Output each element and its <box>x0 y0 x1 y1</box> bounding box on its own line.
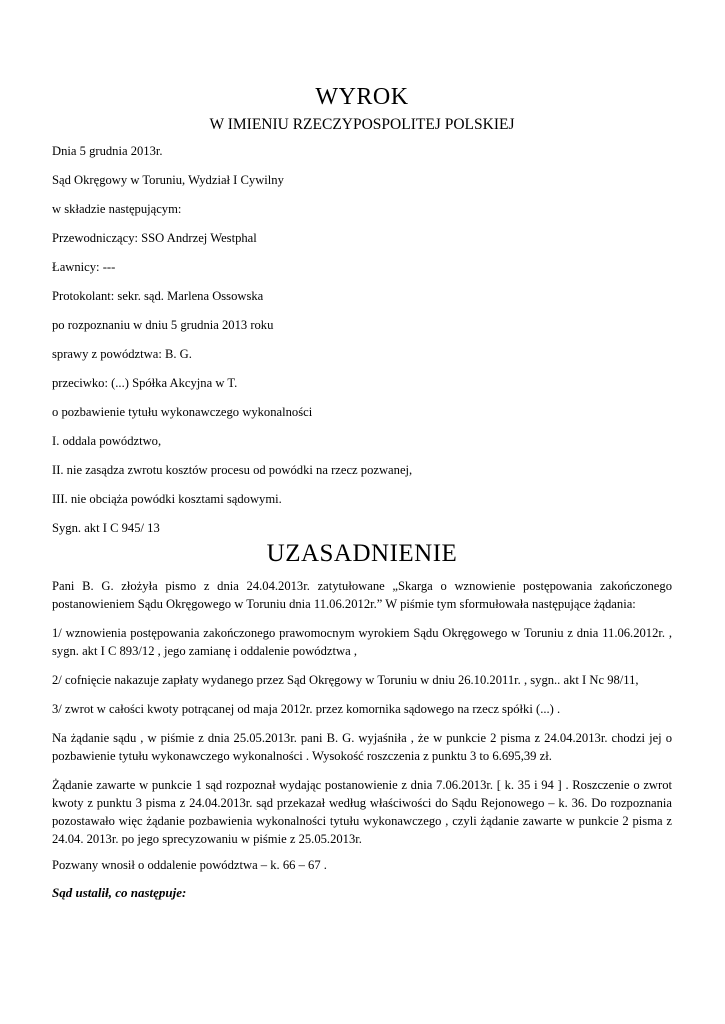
document-title: WYROK <box>315 84 409 110</box>
paragraph-4: 3/ zwrot w całości kwoty potrącanej od maja 2012r. przez komornika sądowego na rzecz spółki (...) . <box>52 702 561 716</box>
date-line: Dnia 5 grudnia 2013r. <box>52 144 163 158</box>
hearing-date-line: po rozpoznaniu w dniu 5 grudnia 2013 roku <box>52 318 274 332</box>
paragraph-6: Żądanie zawarte w punkcie 1 sąd rozpoznał wydając postanowienie z dnia 7.06.2013r. [ k. 35 i 94 ] . Roszczenie o zwrot kwoty z punktu 3 pisma z 24.04.2013r. sąd przekazał według właściwości do Sądu Rejonowego – k. 36. Do rozpoznania pozostawało więc żądanie pozbawienia wykonalności tytułu wykonawczego , czyli żądanie zawarte w punkcie 2 pisma z 24.04. 2013r. po jego sprecyzowaniu w piśmie z 25.05.2013r. <box>52 778 672 846</box>
ruling-point-1: I. oddala powództwo, <box>52 434 162 448</box>
section-heading: UZASADNIENIE <box>266 540 458 567</box>
presiding-judge-line: Przewodniczący: SSO Andrzej Westphal <box>52 231 257 245</box>
case-number-line: Sygn. akt I C 945/ 13 <box>52 521 160 535</box>
paragraph-2: 1/ wznowienia postępowania zakończonego prawomocnym wyrokiem Sądu Okręgowego w Toruniu z dnia 11.06.2012r. , sygn. akt I C 893/12 , jego zamianę i oddalenie powództwa , <box>52 626 672 658</box>
closing-heading: Sąd ustalił, co następuje: <box>52 885 187 900</box>
court-line: Sąd Okręgowy w Toruniu, Wydział I Cywilny <box>52 173 284 187</box>
paragraph-1: Pani B. G. złożyła pismo z dnia 24.04.2013r. zatytułowane „Skarga o wznowienie postępowania zakończonego postanowieniem Sądu Okręgowego w Toruniu dnia 11.06.2012r.” W piśmie tym sformułowała następujące żądania: <box>52 579 672 611</box>
lay-judges-line: Ławnicy: --- <box>52 260 116 274</box>
document-subtitle: W IMIENIU RZECZYPOSPOLITEJ POLSKIEJ <box>209 116 515 133</box>
paragraph-7: Pozwany wnosił o oddalenie powództwa – k. 66 – 67 . <box>52 858 327 872</box>
paragraph-3: 2/ cofnięcie nakazuje zapłaty wydanego przez Sąd Okręgowy w Toruniu w dniu 26.10.2011r. , sygn.. akt I Nc 98/11, <box>52 673 639 687</box>
ruling-point-2: II. nie zasądza zwrotu kosztów procesu od powódki na rzecz pozwanej, <box>52 463 413 477</box>
subject-line: o pozbawienie tytułu wykonawczego wykonalności <box>52 405 313 419</box>
composition-line: w składzie następującym: <box>52 202 182 216</box>
paragraph-5: Na żądanie sądu , w piśmie z dnia 25.05.2013r. pani B. G. wyjaśniła , że w punkcie 2 pisma z 24.04.2013r. chodzi jej o pozbawienie tytułu wykonawczego wykonalności . Wysokość roszczenia z punktu 3 to 6.695,39 zł. <box>52 731 672 763</box>
clerk-line: Protokolant: sekr. sąd. Marlena Ossowska <box>52 289 264 303</box>
plaintiff-line: sprawy z powództwa: B. G. <box>52 347 192 361</box>
ruling-point-3: III. nie obciąża powódki kosztami sądowymi. <box>52 492 282 506</box>
defendant-line: przeciwko: (...) Spółka Akcyjna w T. <box>52 376 238 390</box>
